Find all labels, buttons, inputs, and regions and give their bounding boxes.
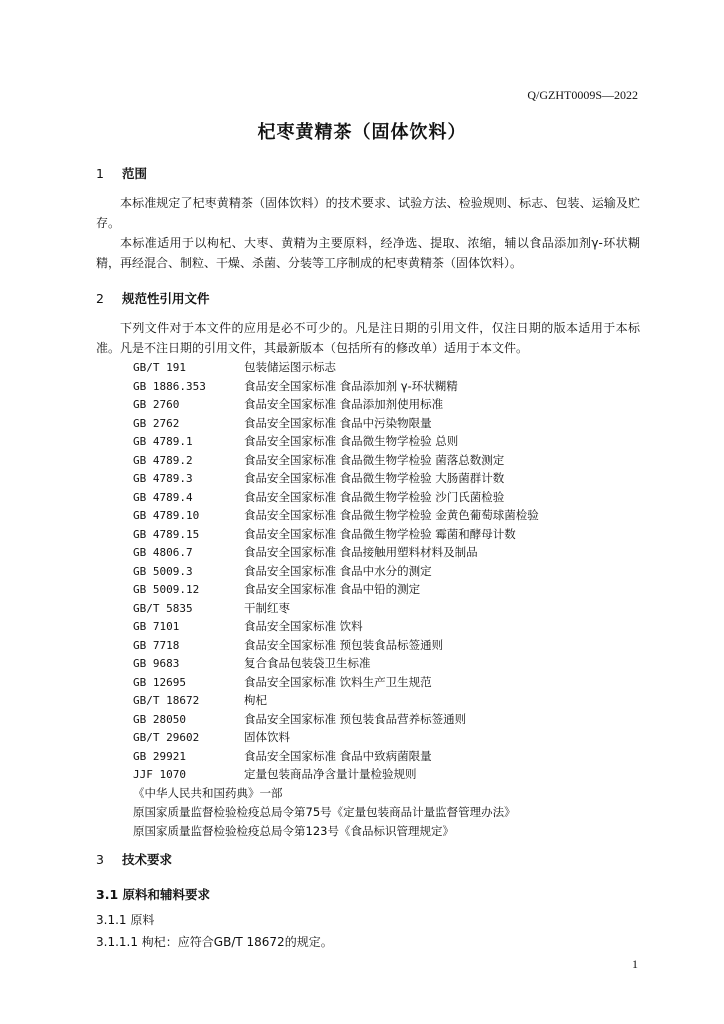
- reference-code: GB 4789.2: [133, 453, 193, 467]
- document-number: Q/GZHT0009S—2022: [527, 88, 638, 102]
- reference-code: GB 12695: [133, 675, 186, 689]
- reference-row: [133, 691, 539, 710]
- reference-title: 食品安全国家标准 食品中水分的测定: [244, 563, 432, 578]
- reference-code: GB 7101: [133, 620, 180, 633]
- reference-code: GB 5009.12: [133, 583, 200, 596]
- reference-row: [133, 580, 539, 599]
- section-2-intro: [96, 318, 640, 358]
- reference-title: 复合食品包装袋卫生标准: [244, 656, 371, 670]
- reference-code: GB 2760: [133, 398, 180, 411]
- section-2-heading: [96, 289, 210, 307]
- reference-title: 食品安全国家标准 食品微生物学检验 霉菌和酵母计数: [244, 526, 516, 541]
- reference-title: 食品安全国家标准 食品微生物学检验 金黄色葡萄球菌检验: [244, 508, 539, 522]
- section-number: 3: [96, 852, 104, 867]
- reference-row: [133, 599, 539, 618]
- reference-code: GB 28050: [133, 712, 186, 726]
- reference-title: 定量包装商品净含量计量检验规则: [244, 767, 417, 781]
- reference-row: [133, 617, 539, 636]
- reference-code: GB 4806.7: [133, 546, 193, 559]
- reference-row: [133, 377, 539, 396]
- extra-reference: 原国家质量监督检验检疫总局令第75号《定量包装商品计量监督管理办法》: [133, 805, 516, 819]
- subsection-3-1-1-heading: 3.1.1 原料: [96, 913, 155, 927]
- extra-reference-list: [133, 784, 516, 841]
- reference-code: GB 4789.1: [133, 435, 193, 448]
- reference-title: 食品安全国家标准 食品中致病菌限量: [244, 748, 432, 763]
- reference-code: GB/T 5835: [133, 601, 193, 615]
- reference-title: 食品安全国家标准 饮料: [244, 619, 363, 633]
- subsection-3-1-heading: 3.1 原料和辅料要求: [96, 887, 210, 902]
- reference-title: 食品安全国家标准 饮料生产卫生规范: [244, 674, 432, 689]
- section-title: 范围: [122, 166, 148, 181]
- reference-title: 食品安全国家标准 预包装食品营养标签通则: [244, 711, 467, 726]
- reference-title: 食品安全国家标准 食品添加剂 γ-环状糊精: [244, 378, 458, 393]
- reference-row: [133, 525, 539, 544]
- reference-row: [133, 432, 539, 451]
- reference-title: 食品安全国家标准 食品微生物学检验 沙门氏菌检验: [244, 489, 505, 504]
- reference-title: 食品安全国家标准 食品微生物学检验 总则: [244, 434, 459, 448]
- clause-3-1-1-1: 3.1.1.1 枸杞：应符合GB/T 18672的规定。: [96, 935, 333, 949]
- reference-title: 食品安全国家标准 食品中污染物限量: [244, 415, 432, 430]
- reference-code: GB 7718: [133, 638, 180, 652]
- paragraph: 下列文件对于本文件的应用是必不可少的。凡是注日期的引用文件，仅注日期的版本适用于本标准。凡是不注日期的引用文件，其最新版本（包括所有的修改单）适用于本文件。: [96, 321, 640, 355]
- section-3-heading: [96, 850, 172, 868]
- reference-code: JJF 1070: [133, 768, 186, 781]
- reference-title: 干制红枣: [244, 600, 290, 615]
- reference-row: [133, 636, 539, 655]
- section-title: 规范性引用文件: [122, 291, 210, 306]
- section-title: 技术要求: [122, 852, 173, 867]
- reference-row: [133, 469, 539, 488]
- reference-title: 食品安全国家标准 预包装食品标签通则: [244, 637, 444, 652]
- reference-row: [133, 506, 539, 525]
- reference-row: [133, 543, 539, 562]
- reference-code: GB 4789.3: [133, 472, 193, 485]
- reference-code: GB/T 18672: [133, 694, 200, 707]
- section-number: 2: [96, 291, 104, 306]
- section-1-heading: [96, 164, 147, 182]
- reference-row: [133, 654, 539, 673]
- reference-code: GB 4789.4: [133, 490, 193, 504]
- reference-code: GB 5009.3: [133, 564, 193, 578]
- reference-row: [133, 765, 539, 784]
- reference-title: 食品安全国家标准 食品微生物学检验 菌落总数测定: [244, 452, 505, 467]
- reference-row: [133, 562, 539, 581]
- extra-reference: 原国家质量监督检验检疫总局令第123号《食品标识管理规定》: [133, 824, 454, 838]
- reference-row: [133, 451, 539, 470]
- reference-title: 食品安全国家标准 食品添加剂使用标准: [244, 397, 444, 411]
- reference-title: 食品安全国家标准 食品接触用塑料材料及制品: [244, 545, 478, 559]
- reference-row: [133, 673, 539, 692]
- document-title: 杞枣黄精茶（固体饮料）: [257, 122, 467, 143]
- reference-code: GB/T 191: [133, 361, 186, 374]
- reference-title: 包装储运图示标志: [244, 360, 336, 374]
- reference-title: 枸杞: [244, 693, 267, 707]
- page-number: 1: [632, 957, 638, 971]
- extra-reference: 《中华人民共和国药典》一部: [133, 786, 283, 800]
- paragraph: 本标准规定了杞枣黄精茶（固体饮料）的技术要求、试验方法、检验规则、标志、包装、运输及贮存。: [96, 196, 640, 230]
- reference-row: [133, 710, 539, 729]
- reference-title: 食品安全国家标准 食品中铅的测定: [244, 582, 421, 596]
- reference-row: [133, 414, 539, 433]
- reference-title: 食品安全国家标准 食品微生物学检验 大肠菌群计数: [244, 471, 505, 485]
- reference-row: [133, 395, 539, 414]
- reference-row: [133, 728, 539, 747]
- reference-code: GB 4789.10: [133, 509, 200, 522]
- paragraph: 本标准适用于以枸杞、大枣、黄精为主要原料，经净选、提取、浓缩，辅以食品添加剂γ-环状糊精，再经混合、制粒、干燥、杀菌、分装等工序制成的杞枣黄精茶（固体饮料）。: [96, 236, 640, 270]
- reference-code: GB 4789.15: [133, 527, 200, 541]
- reference-title: 固体饮料: [244, 730, 290, 744]
- reference-list: [133, 358, 539, 784]
- reference-code: GB 9683: [133, 657, 180, 670]
- reference-row: [133, 747, 539, 766]
- section-1-body: [96, 193, 640, 273]
- reference-code: GB 29921: [133, 749, 186, 763]
- reference-code: GB 2762: [133, 416, 180, 430]
- reference-row: [133, 488, 539, 507]
- reference-row: [133, 358, 539, 377]
- section-number: 1: [96, 166, 104, 181]
- reference-code: GB/T 29602: [133, 731, 200, 744]
- reference-code: GB 1886.353: [133, 379, 206, 393]
